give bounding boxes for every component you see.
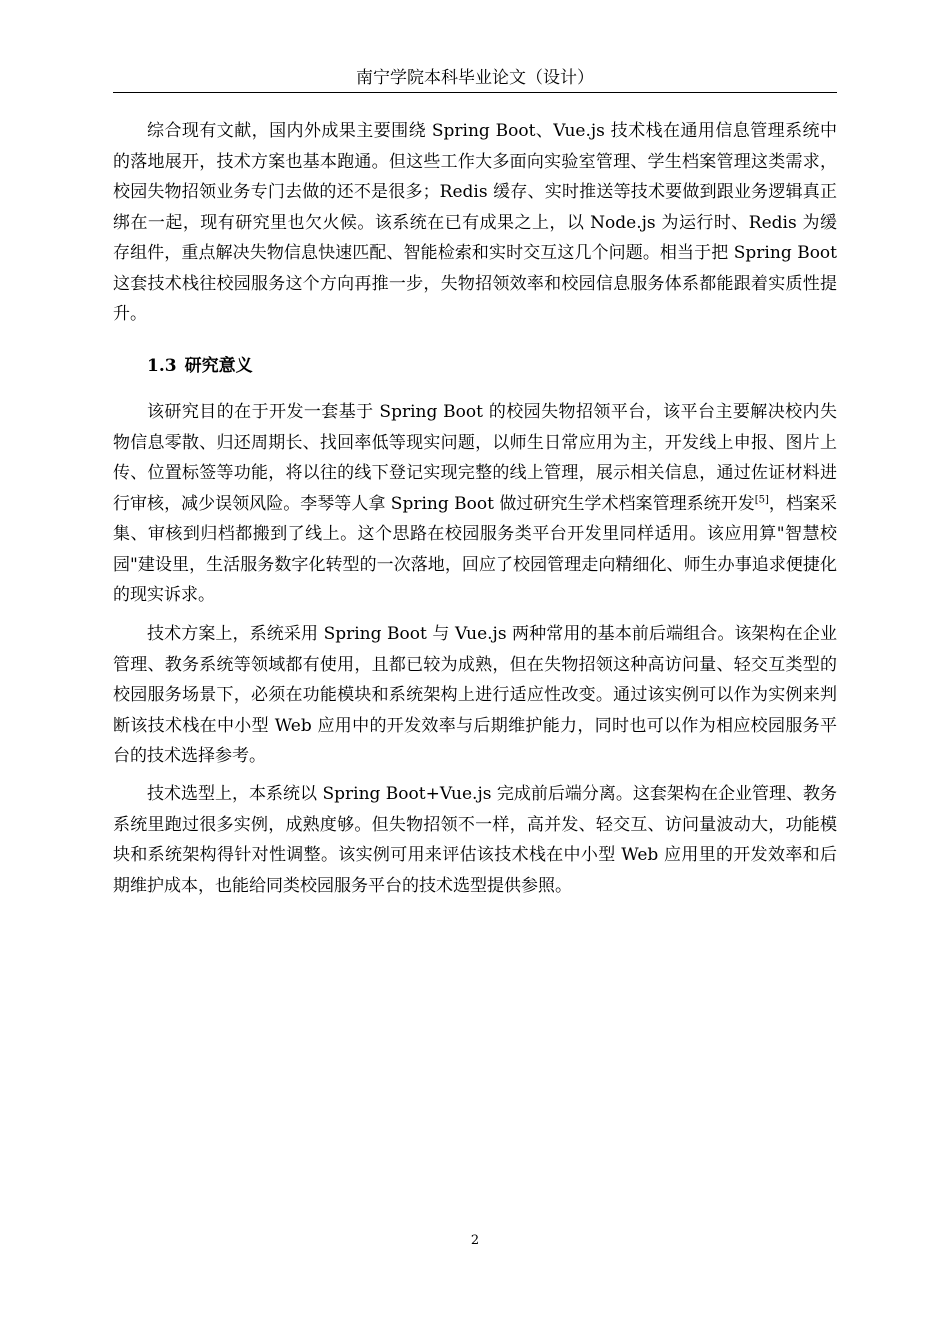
section-heading (147, 352, 253, 380)
body-paragraph: 综合现有文献，国内外成果主要围绕 Spring Boot、Vue.js 技术栈在通用信息管理系统中的落地展开，技术方案也基本跑通。但这些工作大多面向实验室管理、学生档案管理这类需求，校园失物招领业务专门去做的还不是很多；Redis 缓存、实时推送等技术要做到跟业务逻辑真正绑在一起，现有研究里也欠火候。该系统在已有成果之上，以 Node.js 为运行时、Redis 为缓存组件，重点解决失物信息快速匹配、智能检索和实时交互这几个问题。相当于把 Spring Boot 这套技术栈往校园服务这个方向再推一步，失物招领效率和校园信息服务体系都能跟着实质性提升。 (113, 121, 837, 324)
body-paragraph: 技术方案上，系统采用 Spring Boot 与 Vue.js 两种常用的基本前后端组合。该架构在企业管理、教务系统等领域都有使用，且都已较为成熟，但在失物招领这种高访问量、轻交互类型的校园服务场景下，必须在功能模块和系统架构上进行适应性改变。通过该实例可以作为实例来判断该技术栈在中小型 Web 应用中的开发效率与后期维护能力，同时也可以作为相应校园服务平台的技术选择参考。 (113, 624, 837, 766)
page-number: 2 (470, 1233, 480, 1248)
section-title: 研究意义 (184, 356, 253, 376)
body-paragraph: 技术选型上，本系统以 Spring Boot+Vue.js 完成前后端分离。这套架构在企业管理、教务系统里跑过很多实例，成熟度够。但失物招领不一样，高并发、轻交互、访问量波动大，功能模块和系统架构得针对性调整。该实例可用来评估该技术栈在中小型 Web 应用里的开发效率和后期维护成本，也能给同类校园服务平台的技术选型提供参照。 (113, 784, 837, 896)
page-header-title: 南宁学院本科毕业论文（设计） (356, 68, 594, 88)
page-header (113, 66, 837, 93)
citation-marker: [5] (754, 493, 769, 505)
paragraph-text: 该研究目的在于开发一套基于 Spring Boot 的校园失物招领平台，该平台主要解决校内失物信息零散、归还周期长、找回率低等现实问题，以师生日常应用为主，开发线上申报、图片上传、位置标签等功能，将以往的线下登记实现完整的线上管理，展示相关信息，通过佐证材料进行审核，减少误领风险。李琴等人拿 Spring Boot 做过研究生学术档案管理系统开发 (113, 402, 837, 514)
paragraph-text: ，档案采集、审核到归档都搬到了线上。这个思路在校园服务类平台开发里同样适用。该应用算"智慧校园"建设里，生活服务数字化转型的一次落地，回应了校园管理走向精细化、师生办事追求便捷化的现实诉求。 (113, 493, 837, 605)
body-paragraph (113, 397, 837, 611)
section-number: 1.3 (147, 356, 177, 376)
